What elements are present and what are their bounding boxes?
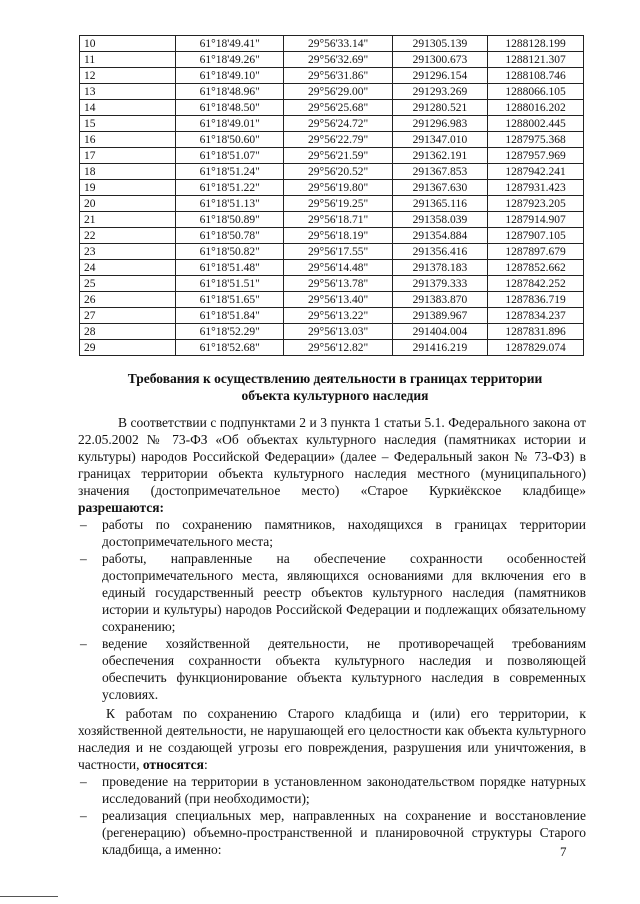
- longitude-cell: 29°56'22.79": [284, 132, 392, 148]
- point-number-cell: 26: [80, 292, 176, 308]
- list-item: – ведение хозяйственной деятельности, не противоречащей требованиям обеспечения сохранности объекта культурного наследия и позволяющей обеспечить функционирование объекта культурного наследия в современных условиях.: [80, 636, 586, 702]
- longitude-cell: 29°56'33.14": [284, 36, 392, 52]
- works-text: К работам по сохранению Старого кладбища и (или) его территории, к хозяйственной деятельности, не нарушающей его целостности как объекта культурного наследия и не создающей угрозы его повреждения, разрушения или уничтожения, в частности,: [78, 706, 586, 772]
- x-coordinate-cell: 291362.191: [392, 148, 487, 164]
- y-coordinate-cell: 1288016.202: [488, 100, 584, 116]
- longitude-cell: 29°56'13.40": [284, 292, 392, 308]
- latitude-cell: 61°18'49.10": [176, 68, 284, 84]
- latitude-cell: 61°18'51.65": [176, 292, 284, 308]
- longitude-cell: 29°56'25.68": [284, 100, 392, 116]
- y-coordinate-cell: 1288002.445: [488, 116, 584, 132]
- table-row: [80, 276, 584, 292]
- y-coordinate-cell: 1287923.205: [488, 196, 584, 212]
- x-coordinate-cell: 291365.116: [392, 196, 487, 212]
- latitude-cell: 61°18'51.84": [176, 308, 284, 324]
- y-coordinate-cell: 1287852.662: [488, 260, 584, 276]
- x-coordinate-cell: 291379.333: [392, 276, 487, 292]
- latitude-cell: 61°18'51.22": [176, 180, 284, 196]
- x-coordinate-cell: 291416.219: [392, 340, 487, 356]
- table-row: [80, 308, 584, 324]
- point-number-cell: 13: [80, 84, 176, 100]
- longitude-cell: 29°56'18.19": [284, 228, 392, 244]
- table-row: [80, 164, 584, 180]
- longitude-cell: 29°56'21.59": [284, 148, 392, 164]
- dash-marker: –: [80, 774, 87, 789]
- longitude-cell: 29°56'13.22": [284, 308, 392, 324]
- works-bold: относятся: [142, 757, 204, 772]
- latitude-cell: 61°18'50.89": [176, 212, 284, 228]
- point-number-cell: 17: [80, 148, 176, 164]
- point-number-cell: 15: [80, 116, 176, 132]
- x-coordinate-cell: 291296.983: [392, 116, 487, 132]
- latitude-cell: 61°18'49.26": [176, 52, 284, 68]
- x-coordinate-cell: 291280.521: [392, 100, 487, 116]
- intro-bold: разрешаются:: [78, 500, 165, 515]
- longitude-cell: 29°56'12.82": [284, 340, 392, 356]
- latitude-cell: 61°18'49.01": [176, 116, 284, 132]
- intro-text: В соответствии с подпунктами 2 и 3 пункта 1 статьи 5.1. Федерального закона от 22.05.2002 № 73-ФЗ «Об объектах культурного наследия (памятниках истории и культуры) народов Российской Федерации» (далее – Федеральный закон № 73-ФЗ) в границах территории объекта культурного наследия местного (муниципального) значения (достопримечательное место) «Старое Куркиёкское кладбище»: [78, 415, 586, 498]
- longitude-cell: 29°56'19.25": [284, 196, 392, 212]
- point-number-cell: 25: [80, 276, 176, 292]
- latitude-cell: 61°18'48.50": [176, 100, 284, 116]
- y-coordinate-cell: 1287914.907: [488, 212, 584, 228]
- y-coordinate-cell: 1288128.199: [488, 36, 584, 52]
- dash-marker: –: [80, 517, 87, 532]
- longitude-cell: 29°56'20.52": [284, 164, 392, 180]
- table-row: [80, 324, 584, 340]
- table-row: [80, 244, 584, 260]
- point-number-cell: 23: [80, 244, 176, 260]
- point-number-cell: 11: [80, 52, 176, 68]
- x-coordinate-cell: 291354.884: [392, 228, 487, 244]
- latitude-cell: 61°18'50.60": [176, 132, 284, 148]
- x-coordinate-cell: 291293.269: [392, 84, 487, 100]
- footer-divider: [0, 896, 58, 897]
- latitude-cell: 61°18'52.68": [176, 340, 284, 356]
- latitude-cell: 61°18'50.82": [176, 244, 284, 260]
- point-number-cell: 10: [80, 36, 176, 52]
- latitude-cell: 61°18'51.51": [176, 276, 284, 292]
- list-item: – проведение на территории в установленном законодательством порядке натурных исследований (при необходимости);: [80, 774, 586, 806]
- list-item: – работы по сохранению памятников, находящихся в границах территории достопримечательного места;: [80, 517, 586, 549]
- works-paragraph: К работам по сохранению Старого кладбища и (или) его территории, к хозяйственной деятельности, не нарушающей его целостности как объекта культурного наследия и не создающей угрозы его повреждения, разрушения или уничтожения, в частности, относятся:: [78, 706, 586, 772]
- x-coordinate-cell: 291367.630: [392, 180, 487, 196]
- y-coordinate-cell: 1287931.423: [488, 180, 584, 196]
- longitude-cell: 29°56'14.48": [284, 260, 392, 276]
- point-number-cell: 28: [80, 324, 176, 340]
- x-coordinate-cell: 291378.183: [392, 260, 487, 276]
- table-row: [80, 212, 584, 228]
- longitude-cell: 29°56'32.69": [284, 52, 392, 68]
- y-coordinate-cell: 1287942.241: [488, 164, 584, 180]
- coordinates-table: [79, 35, 584, 356]
- latitude-cell: 61°18'51.13": [176, 196, 284, 212]
- y-coordinate-cell: 1287975.368: [488, 132, 584, 148]
- y-coordinate-cell: 1287834.237: [488, 308, 584, 324]
- latitude-cell: 61°18'48.96": [176, 84, 284, 100]
- table-row: [80, 116, 584, 132]
- table-row: [80, 260, 584, 276]
- section-heading: [100, 370, 570, 404]
- page-number: 7: [560, 844, 567, 859]
- point-number-cell: 21: [80, 212, 176, 228]
- longitude-cell: 29°56'18.71": [284, 212, 392, 228]
- point-number-cell: 29: [80, 340, 176, 356]
- allowed-list: [78, 516, 586, 703]
- point-number-cell: 27: [80, 308, 176, 324]
- table-row: [80, 100, 584, 116]
- y-coordinate-cell: 1287836.719: [488, 292, 584, 308]
- latitude-cell: 61°18'51.24": [176, 164, 284, 180]
- x-coordinate-cell: 291356.416: [392, 244, 487, 260]
- list-item: – работы, направленные на обеспечение сохранности особенностей достопримечательного места, являющихся основаниями для включения его в единый государственный реестр объектов культурного наследия (памятников истории и культуры) народов Российской Федерации и подлежащих обязательному сохранению;: [80, 551, 586, 634]
- body-text: [78, 414, 586, 858]
- table-row: [80, 228, 584, 244]
- longitude-cell: 29°56'17.55": [284, 244, 392, 260]
- table-row: [80, 180, 584, 196]
- dash-marker: –: [80, 551, 87, 566]
- point-number-cell: 22: [80, 228, 176, 244]
- x-coordinate-cell: 291367.853: [392, 164, 487, 180]
- dash-marker: –: [80, 808, 87, 823]
- x-coordinate-cell: 291296.154: [392, 68, 487, 84]
- intro-paragraph: [78, 414, 586, 516]
- point-number-cell: 20: [80, 196, 176, 212]
- section-heading-line-1: Требования к осуществлению деятельности в границах территории: [127, 371, 543, 386]
- table-row: [80, 148, 584, 164]
- table-row: [80, 52, 584, 68]
- table-row: [80, 292, 584, 308]
- x-coordinate-cell: 291305.139: [392, 36, 487, 52]
- y-coordinate-cell: 1287897.679: [488, 244, 584, 260]
- x-coordinate-cell: 291383.870: [392, 292, 487, 308]
- section-heading-line-2: объекта культурного наследия: [241, 388, 429, 403]
- table-row: [80, 132, 584, 148]
- point-number-cell: 14: [80, 100, 176, 116]
- longitude-cell: 29°56'13.03": [284, 324, 392, 340]
- point-number-cell: 12: [80, 68, 176, 84]
- x-coordinate-cell: 291300.673: [392, 52, 487, 68]
- latitude-cell: 61°18'50.78": [176, 228, 284, 244]
- y-coordinate-cell: 1287831.896: [488, 324, 584, 340]
- longitude-cell: 29°56'31.86": [284, 68, 392, 84]
- table-row: [80, 68, 584, 84]
- x-coordinate-cell: 291358.039: [392, 212, 487, 228]
- y-coordinate-cell: 1288108.746: [488, 68, 584, 84]
- y-coordinate-cell: 1288066.105: [488, 84, 584, 100]
- works-list: [78, 773, 586, 858]
- table-row: [80, 340, 584, 356]
- y-coordinate-cell: 1287829.074: [488, 340, 584, 356]
- point-number-cell: 16: [80, 132, 176, 148]
- longitude-cell: 29°56'13.78": [284, 276, 392, 292]
- latitude-cell: 61°18'51.07": [176, 148, 284, 164]
- coordinates-table-body: [80, 36, 584, 356]
- point-number-cell: 24: [80, 260, 176, 276]
- y-coordinate-cell: 1287842.252: [488, 276, 584, 292]
- latitude-cell: 61°18'51.48": [176, 260, 284, 276]
- point-number-cell: 18: [80, 164, 176, 180]
- table-row: [80, 196, 584, 212]
- y-coordinate-cell: 1287907.105: [488, 228, 584, 244]
- table-row: [80, 84, 584, 100]
- dash-marker: –: [80, 636, 87, 651]
- longitude-cell: 29°56'24.72": [284, 116, 392, 132]
- latitude-cell: 61°18'49.41": [176, 36, 284, 52]
- longitude-cell: 29°56'29.00": [284, 84, 392, 100]
- x-coordinate-cell: 291389.967: [392, 308, 487, 324]
- longitude-cell: 29°56'19.80": [284, 180, 392, 196]
- table-row: [80, 36, 584, 52]
- x-coordinate-cell: 291347.010: [392, 132, 487, 148]
- y-coordinate-cell: 1287957.969: [488, 148, 584, 164]
- x-coordinate-cell: 291404.004: [392, 324, 487, 340]
- point-number-cell: 19: [80, 180, 176, 196]
- y-coordinate-cell: 1288121.307: [488, 52, 584, 68]
- list-item: – реализация специальных мер, направленных на сохранение и восстановление (регенерацию) объемно-пространственной и планировочной структуры Старого кладбища, а именно:: [80, 808, 586, 857]
- latitude-cell: 61°18'52.29": [176, 324, 284, 340]
